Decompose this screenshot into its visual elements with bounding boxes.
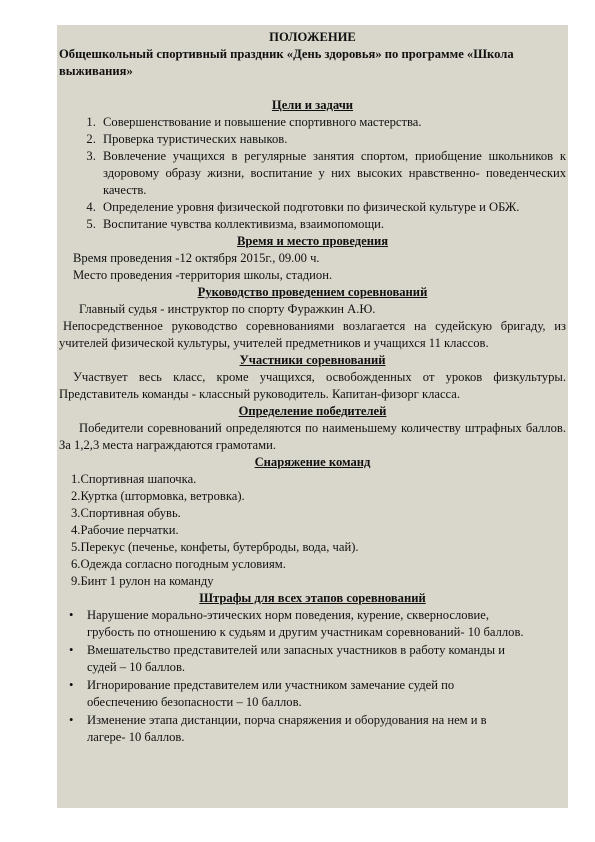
winners-text: Победители соревнований определяются по наименьшему количеству штрафных баллов. За 1,2,3 места награждаются грамотами.: [59, 421, 566, 452]
equipment-item: 9.Бинт 1 рулон на команду: [71, 574, 214, 588]
event-place: Место проведения -территория школы, стадион.: [73, 268, 333, 282]
penalty-text: Нарушение морально-этических норм поведения, курение, сквернословие, грубость по отношению к судьям и другим участникам соревнований- 10 баллов.: [87, 608, 524, 639]
goals-list: [59, 114, 566, 233]
document-page: [57, 25, 568, 808]
goal-item: 1. Совершенствование и повышение спортивного мастерства.: [99, 114, 566, 131]
penalty-item: [69, 712, 566, 746]
management-heading: Руководство проведением соревнований: [197, 285, 428, 299]
document-subtitle: Общешкольный спортивный праздник «День здоровья» по программе «Школа выживания»: [59, 47, 514, 78]
equipment-item: 2.Куртка (штормовка, ветровка).: [71, 489, 245, 503]
penalty-item: [69, 607, 566, 641]
penalties-heading: Штрафы для всех этапов соревнований: [199, 591, 426, 605]
equipment-heading: Снаряжение команд: [254, 455, 371, 469]
goal-item: 5. Воспитание чувства коллективизма, взаимопомощи.: [99, 216, 566, 233]
bullet-icon: •: [69, 643, 74, 657]
participants-text: Участвует весь класс, кроме учащихся, освобожденных от уроков физкультуры. Представитель команды - классный руководитель. Капитан-физорг класса.: [59, 370, 566, 401]
bullet-icon: •: [69, 608, 74, 622]
equipment-list: [59, 471, 566, 590]
goals-heading: Цели и задачи: [271, 98, 354, 112]
penalty-item: [69, 642, 566, 676]
chief-judge: Главный судья - инструктор по спорту Фуражкин А.Ю.: [79, 302, 376, 316]
winners-heading: Определение победителей: [238, 404, 387, 418]
penalty-text: Игнорирование представителем или участником замечание судей по обеспечению безопасности – 10 баллов.: [87, 678, 455, 709]
equipment-item: 1.Спортивная шапочка.: [71, 472, 197, 486]
penalty-text: Вмешательство представителей или запасных участников в работу команды и судей – 10 баллов.: [87, 643, 506, 674]
participants-heading: Участники соревнований: [239, 353, 386, 367]
equipment-item: 4.Рабочие перчатки.: [71, 523, 179, 537]
goal-item: 4. Определение уровня физической подготовки по физической культуре и ОБЖ.: [99, 199, 566, 216]
equipment-item: 3.Спортивная обувь.: [71, 506, 181, 520]
time-place-heading: Время и место проведения: [236, 234, 389, 248]
equipment-item: 5.Перекус (печенье, конфеты, бутерброды, вода, чай).: [71, 540, 359, 554]
direct-management: Непосредственное руководство соревнованиями возлагается на судейскую бригаду, из учителей физической культуры, учителей предметников и учащихся 11 классов.: [59, 319, 566, 350]
goal-item: 3. Вовлечение учащихся в регулярные занятия спортом, приобщение школьников к здоровому образу жизни, воспитание у них высоких нравственно- поведенческих качеств.: [99, 148, 566, 199]
event-time: Время проведения -12 октября 2015г., 09.00 ч.: [73, 251, 320, 265]
document-title: ПОЛОЖЕНИЕ: [269, 30, 356, 44]
equipment-item: 6.Одежда согласно погодным условиям.: [71, 557, 286, 571]
goal-item: 2. Проверка туристических навыков.: [99, 131, 566, 148]
penalty-text: Изменение этапа дистанции, порча снаряжения и оборудования на нем и в лагере- 10 баллов.: [87, 713, 487, 744]
penalty-item: [69, 677, 566, 711]
bullet-icon: •: [69, 713, 74, 727]
bullet-icon: •: [69, 678, 74, 692]
penalties-list: [59, 607, 566, 746]
